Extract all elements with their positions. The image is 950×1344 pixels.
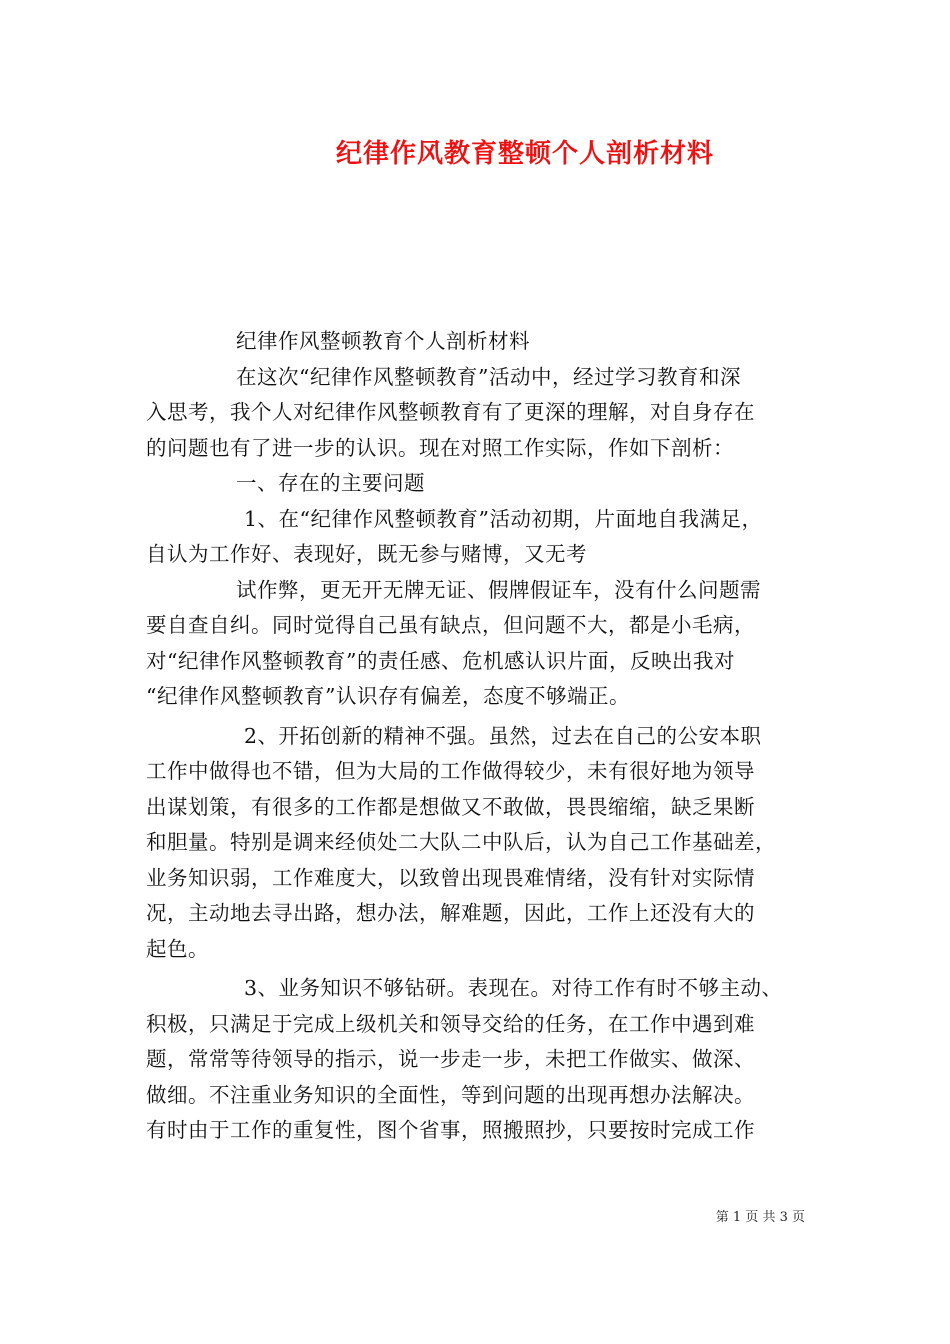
- paragraph-line: 3、业务知识不够钻研。表现在。对待工作有时不够主动、: [244, 976, 783, 1000]
- paragraph-line: 题，常常等待领导的指示，说一步走一步，未把工作做实、做深、: [146, 1047, 755, 1071]
- paragraph-line: 有时由于工作的重复性，图个省事，照搬照抄，只要按时完成工作: [146, 1118, 755, 1142]
- paragraph-line: 工作中做得也不错，但为大局的工作做得较少，未有很好地为领导: [146, 759, 755, 783]
- paragraph-line: 试作弊，更无开无牌无证、假牌假证车，没有什么问题需: [236, 577, 761, 602]
- document-body: [146, 324, 811, 1149]
- paragraph-line: 和胆量。特别是调来经侦处二大队二中队后，认为自己工作基础差，: [146, 830, 776, 854]
- paragraph-line: 起色。: [146, 936, 209, 961]
- paragraph-line: 入思考，我个人对纪律作风整顿教育有了更深的理解，对自身存在: [146, 400, 755, 424]
- paragraph-line: 在这次“纪律作风整顿教育”活动中，经过学习教育和深: [236, 364, 741, 389]
- subtitle-line: 纪律作风整顿教育个人剖析材料: [236, 329, 530, 353]
- paragraph-line: 积极，只满足于完成上级机关和领导交给的任务，在工作中遇到难: [146, 1011, 755, 1036]
- paragraph-line: 要自查自纠。同时觉得自己虽有缺点，但问题不大，都是小毛病，: [146, 613, 755, 637]
- paragraph-line: 业务知识弱，工作难度大，以致曾出现畏难情绪，没有针对实际情: [146, 865, 755, 890]
- paragraph-line: 2、开拓创新的精神不强。虽然，过去在自己的公安本职: [244, 723, 762, 748]
- document-title: 纪律作风教育整顿个人剖析材料: [335, 139, 714, 169]
- paragraph-line: 自认为工作好、表现好，既无参与赌博，又无考: [146, 542, 587, 566]
- paragraph-line: 对“纪律作风整顿教育”的责任感、危机感认识片面，反映出我对: [146, 648, 735, 673]
- page-number: 第 1 页 共 3 页: [715, 1210, 805, 1225]
- paragraph-line: 1、在“纪律作风整顿教育”活动初期，片面地自我满足，: [244, 506, 763, 531]
- paragraph-line: 出谋划策，有很多的工作都是想做又不敢做，畏畏缩缩，缺乏果断: [146, 794, 755, 819]
- paragraph-line: “纪律作风整顿教育”认识存有偏差，态度不够端正。: [146, 684, 630, 708]
- paragraph-line: 做细。不注重业务知识的全面性，等到问题的出现再想办法解决。: [146, 1082, 755, 1107]
- paragraph-line: 况，主动地去寻出路，想办法，解难题，因此，工作上还没有大的: [146, 901, 755, 925]
- paragraph-line: 的问题也有了进一步的认识。现在对照工作实际，作如下剖析：: [146, 435, 734, 460]
- section-heading: 一、存在的主要问题: [236, 471, 425, 495]
